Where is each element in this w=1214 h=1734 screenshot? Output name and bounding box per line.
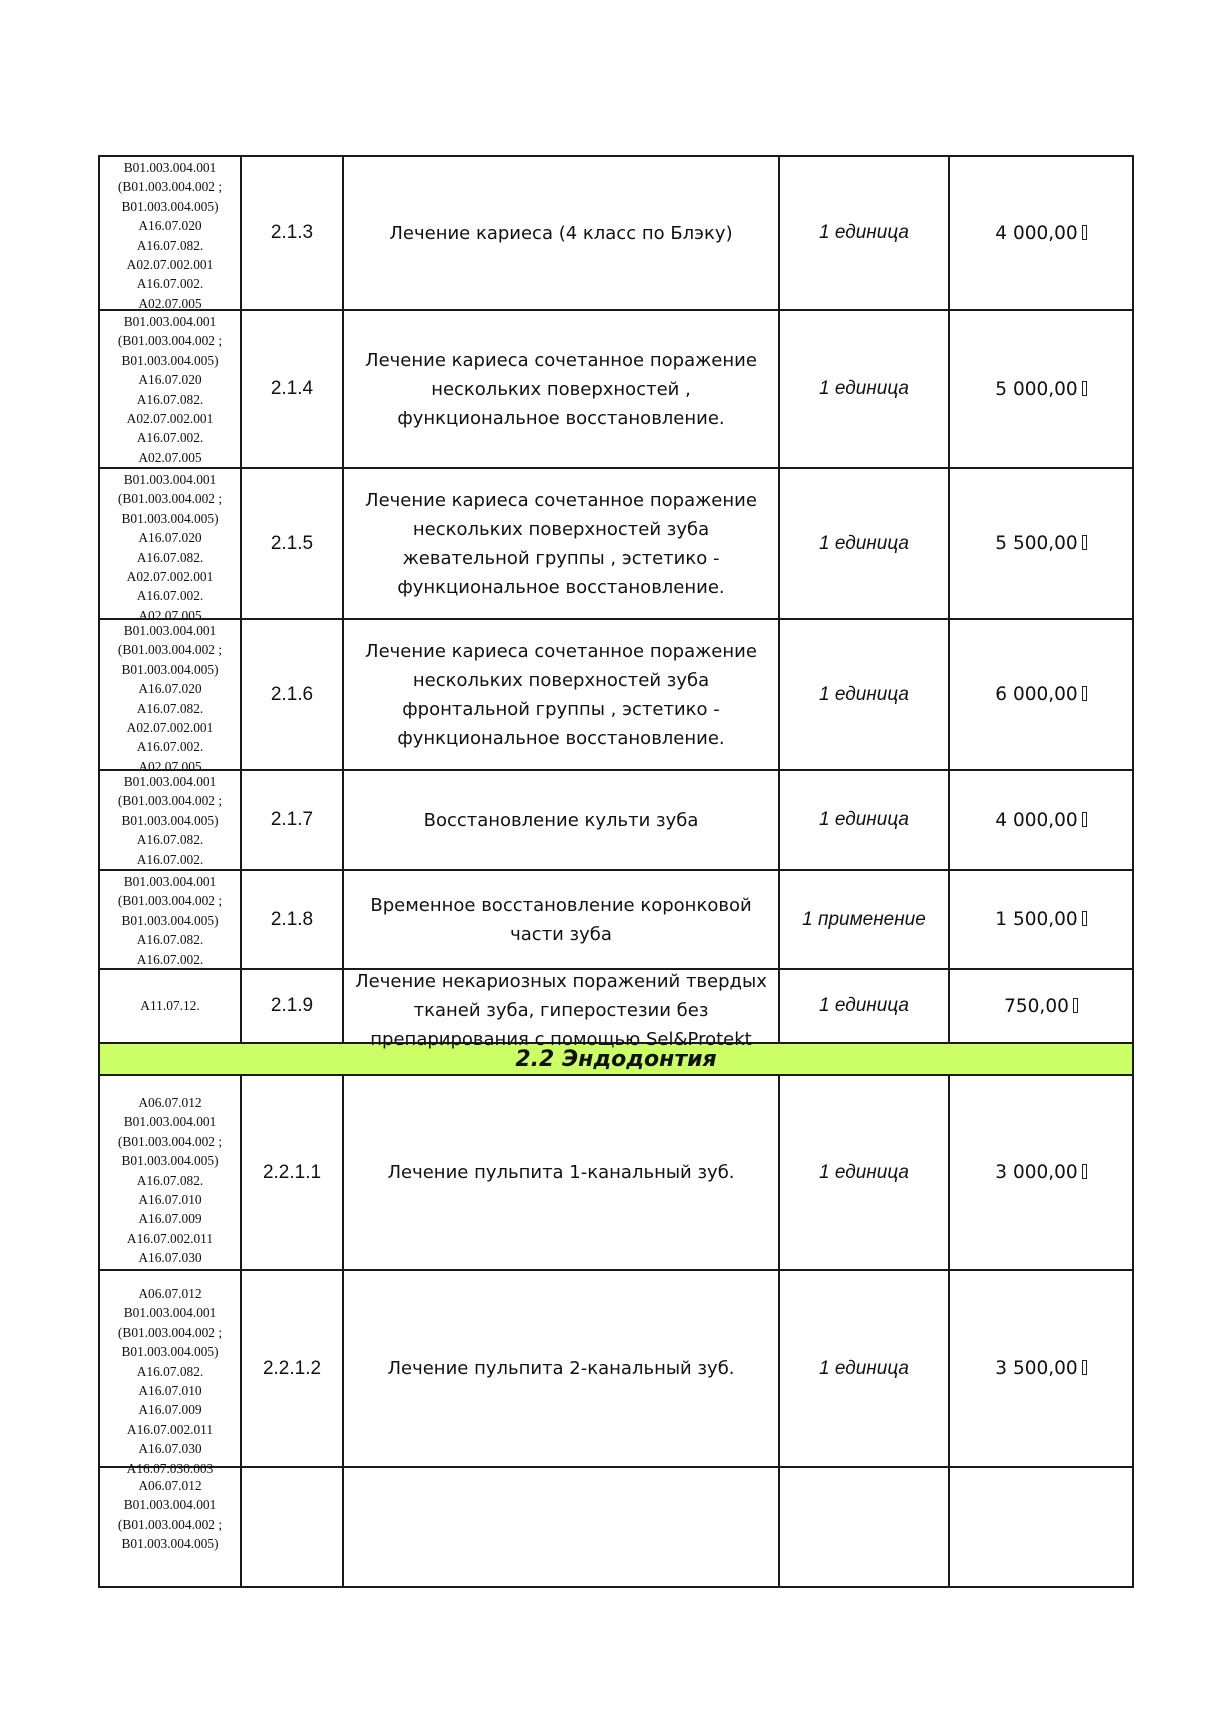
service-name: Лечение кариеса сочетанное поражение нескольких поверхностей , функциональное восстановление.: [343, 310, 779, 468]
service-name: Восстановление культи зуба: [343, 770, 779, 870]
service-codes: [99, 870, 241, 969]
section-title: 2.2 Эндодонтия: [99, 1043, 1133, 1075]
code-list: [100, 1077, 240, 1268]
service-code: A02.07.002.001: [126, 257, 214, 273]
service-price: [949, 770, 1133, 870]
service-name-cell: [343, 969, 779, 1050]
service-code: (B01.003.004.002 ;: [117, 491, 223, 507]
service-code: (B01.003.004.002 ;: [117, 1516, 223, 1532]
service-code: A16.07.020: [138, 218, 202, 234]
table-row: [99, 1467, 1133, 1587]
service-code: A16.07.020: [138, 372, 202, 388]
service-code: A16.07.030: [138, 1441, 202, 1457]
service-code: A16.07.002.: [136, 951, 204, 967]
service-code: A02.07.005: [138, 295, 202, 311]
code-list: [100, 312, 240, 466]
service-code: B01.003.004.005): [121, 510, 219, 526]
price-value: 5 500,00: [995, 533, 1078, 554]
currency-glyph-icon: [1082, 1164, 1087, 1179]
service-code: A16.07.002.011: [126, 1230, 214, 1246]
service-name: [343, 1467, 779, 1587]
table-row: [99, 770, 1133, 870]
currency-glyph-icon: [1082, 686, 1087, 701]
service-price: [949, 619, 1133, 770]
service-price: [949, 468, 1133, 619]
service-codes: [99, 1075, 241, 1270]
service-number: 2.1.5: [241, 468, 343, 619]
service-code: (B01.003.004.002 ;: [117, 642, 223, 658]
service-code: A16.07.082.: [136, 932, 204, 948]
service-name: Лечение пульпита 1-канальный зуб.: [343, 1075, 779, 1270]
service-code: A16.07.009: [138, 1402, 202, 1418]
service-code: A02.07.002.001: [126, 569, 214, 585]
service-code: A16.07.082.: [136, 237, 204, 253]
service-code: (B01.003.004.002 ;: [117, 333, 223, 349]
service-code: A16.07.020: [138, 681, 202, 697]
service-codes: [99, 770, 241, 870]
service-code: B01.003.004.001: [123, 472, 217, 487]
service-code: A02.07.005: [138, 449, 202, 465]
service-code: A06.07.012: [138, 1286, 202, 1301]
service-code: A16.07.002.011: [126, 1421, 214, 1437]
service-name: Лечение кариеса (4 класс по Блэку): [343, 156, 779, 310]
service-code: B01.003.004.005): [121, 352, 219, 368]
currency-glyph-icon: [1082, 1360, 1087, 1375]
service-number: 2.1.3: [241, 156, 343, 310]
service-code: B01.003.004.001: [123, 1305, 217, 1321]
table-row: [99, 156, 1133, 310]
service-code: B01.003.004.001: [123, 774, 217, 789]
service-code: B01.003.004.001: [123, 160, 217, 175]
service-code: A16.07.030.003: [126, 1460, 214, 1476]
service-number: 2.1.4: [241, 310, 343, 468]
service-unit: 1 применение: [779, 870, 949, 969]
service-code: (B01.003.004.002 ;: [117, 793, 223, 809]
service-code: A16.07.002.: [136, 851, 204, 867]
currency-glyph-icon: [1082, 225, 1087, 240]
service-number: [241, 1467, 343, 1587]
service-code: A16.07.002.: [136, 276, 204, 292]
currency-glyph-icon: [1082, 911, 1087, 926]
currency-glyph-icon: [1082, 381, 1087, 396]
table-row: [99, 619, 1133, 770]
service-price: [949, 969, 1133, 1043]
service-unit: 1 единица: [779, 1270, 949, 1467]
table-row: [99, 310, 1133, 468]
service-price: [949, 1270, 1133, 1467]
service-number: 2.1.9: [241, 969, 343, 1043]
service-code: B01.003.004.005): [121, 1344, 219, 1360]
service-code: A16.07.082.: [136, 832, 204, 848]
service-name: Лечение кариеса сочетанное поражение нескольких поверхностей зуба жевательной группы , эстетико - функциональное восстановление.: [343, 468, 779, 619]
service-code: A16.07.002.: [136, 739, 204, 755]
service-unit: [779, 1467, 949, 1587]
service-unit: 1 единица: [779, 770, 949, 870]
service-codes: [99, 1270, 241, 1476]
service-code: A02.07.002.001: [126, 411, 214, 427]
service-code: A16.07.082.: [136, 549, 204, 565]
service-code: B01.003.004.005): [121, 812, 219, 828]
service-code: B01.003.004.001: [123, 874, 217, 889]
price-value: 6 000,00: [995, 684, 1078, 705]
service-unit: 1 единица: [779, 310, 949, 468]
service-code: A16.07.082.: [136, 1363, 204, 1379]
service-code: B01.003.004.005): [121, 661, 219, 677]
service-code: A16.07.010: [138, 1192, 202, 1208]
service-code: B01.003.004.005): [121, 1153, 219, 1169]
service-unit: 1 единица: [779, 619, 949, 770]
code-list: [100, 996, 240, 1015]
price-list-page: [98, 155, 1136, 1554]
service-code: B01.003.004.001: [123, 1114, 217, 1130]
service-name: Временное восстановление коронковой части зуба: [343, 870, 779, 969]
price-value: 5 000,00: [995, 378, 1078, 400]
service-code: (B01.003.004.002 ;: [117, 1133, 223, 1149]
service-code: (B01.003.004.002 ;: [117, 179, 223, 195]
price-value: 1 500,00: [995, 909, 1078, 930]
currency-glyph-icon: [1082, 812, 1087, 827]
service-name: Лечение пульпита 2-канальный зуб.: [343, 1270, 779, 1467]
service-code: (B01.003.004.002 ;: [117, 893, 223, 909]
service-number: 2.1.7: [241, 770, 343, 870]
service-codes: [99, 310, 241, 468]
service-price: [949, 870, 1133, 969]
service-code: A06.07.012: [138, 1478, 202, 1493]
price-value: 3 000,00: [995, 1162, 1078, 1183]
service-codes: [99, 1467, 241, 1587]
service-code: A02.07.002.001: [126, 720, 214, 736]
service-name: Лечение кариеса сочетанное поражение нескольких поверхностей зуба фронтальной группы , эстетико - функциональное восстановление.: [343, 619, 779, 770]
price-value: 4 000,00: [995, 809, 1078, 831]
service-number: 2.2.1.2: [241, 1270, 343, 1467]
table-row: [99, 870, 1133, 969]
currency-glyph-icon: [1082, 535, 1087, 550]
table-row: [99, 1075, 1133, 1270]
service-code: A16.07.002.: [136, 588, 204, 604]
service-code: A02.07.005: [138, 607, 202, 623]
service-code: B01.003.004.005): [121, 1536, 219, 1552]
service-code: A06.07.012: [138, 1095, 202, 1110]
service-code: B01.003.004.005): [121, 912, 219, 928]
service-code: B01.003.004.001: [123, 314, 217, 329]
service-number: 2.1.6: [241, 619, 343, 770]
service-price: [949, 156, 1133, 310]
service-unit: 1 единица: [779, 156, 949, 310]
price-value: 750,00: [1004, 995, 1069, 1017]
service-price: [949, 310, 1133, 468]
code-list: [100, 158, 240, 311]
service-code: B01.003.004.001: [123, 1497, 217, 1513]
service-code: A16.07.002.: [136, 430, 204, 446]
service-unit: 1 единица: [779, 468, 949, 619]
code-list: [100, 872, 240, 967]
price-table: [98, 155, 1134, 1588]
service-price: [949, 1075, 1133, 1270]
service-name: Лечение некариозных поражений твердых тканей зуба, гиперостезии без препарирования с помощью Sel&Protekt: [355, 971, 767, 1050]
code-list: [100, 470, 240, 623]
code-list: [100, 1468, 240, 1554]
service-code: (B01.003.004.002 ;: [117, 1324, 223, 1340]
table-row: [99, 969, 1133, 1043]
service-number: 2.2.1.1: [241, 1075, 343, 1270]
currency-glyph-icon: [1073, 998, 1078, 1013]
service-codes: [99, 468, 241, 623]
service-codes: [99, 156, 241, 310]
service-codes: [99, 619, 241, 774]
service-code: A16.07.082.: [136, 1172, 204, 1188]
service-code: A16.07.009: [138, 1211, 202, 1227]
code-list: [100, 772, 240, 868]
table-row: [99, 468, 1133, 619]
price-value: 4 000,00: [995, 222, 1078, 244]
table-row: [99, 1270, 1133, 1467]
service-unit: 1 единица: [779, 969, 949, 1043]
service-codes: [99, 969, 241, 1043]
service-code: A16.07.030: [138, 1250, 202, 1266]
service-code: A16.07.020: [138, 530, 202, 546]
service-code: B01.003.004.001: [123, 623, 217, 638]
service-code: A02.07.005: [138, 758, 202, 774]
service-code: B01.003.004.005): [121, 198, 219, 214]
service-code: A16.07.082.: [136, 391, 204, 407]
service-code: A16.07.082.: [136, 700, 204, 716]
service-number: 2.1.8: [241, 870, 343, 969]
price-value: 3 500,00: [995, 1358, 1078, 1379]
service-code: A11.07.12.: [140, 998, 200, 1014]
service-code: A16.07.010: [138, 1383, 202, 1399]
service-unit: 1 единица: [779, 1075, 949, 1270]
code-list: [100, 621, 240, 774]
code-list: [100, 1272, 240, 1476]
service-price: [949, 1467, 1133, 1587]
